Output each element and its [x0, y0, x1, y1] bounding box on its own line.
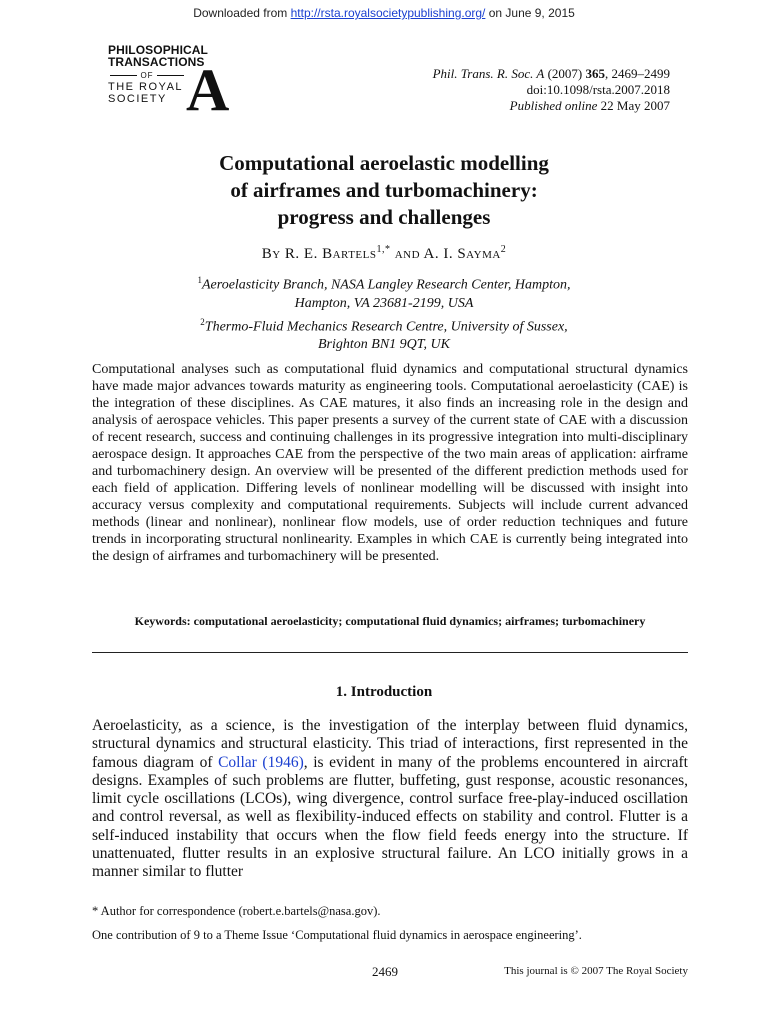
affiliation-2-sup: 2 [200, 316, 205, 327]
affiliations [0, 271, 768, 354]
intro-text-2: , is evident in many of the problems encountered in aircraft designs. Examples of such problems are flutter, buffeting, gust response, acoustic resonances, limit cycle oscillations (LCOs), wing divergence, control surface free-play-induced oscillation and control reversal, as well as flexibility-induced effects on stability and control. Flutter is a self-induced instability that occurs when the flow field feeds energy into the structure. If unattenuated, flutter results in an explosive structural failure. An LCO initially grows in a manner similar to flutter [92, 753, 688, 881]
author-1-sup: 1,* [376, 244, 391, 255]
citation-block [433, 66, 670, 114]
citation-volume: 365 [585, 66, 605, 81]
citation-pages: , 2469–2499 [605, 66, 670, 81]
title-line-3: progress and challenges [277, 205, 491, 229]
affiliation-1-line-2: Hampton, VA 23681-2199, USA [294, 295, 474, 311]
citation-line-1 [433, 66, 670, 82]
copyright-notice: This journal is © 2007 The Royal Society [504, 965, 688, 977]
banner-link[interactable]: http://rsta.royalsocietypublishing.org/ [290, 6, 486, 20]
logo-line-1: PHILOSOPHICAL [108, 43, 208, 57]
affiliation-2-line-1 [0, 313, 768, 337]
affiliation-1-line-1 [0, 271, 768, 295]
logo-line-4: THE ROYAL [108, 81, 184, 93]
download-banner [0, 6, 768, 20]
affiliation-2-line-2: Brighton BN1 9QT, UK [318, 337, 450, 353]
author-2-sup: 2 [500, 244, 507, 255]
author-1: R. E. Bartels [284, 246, 377, 262]
author-line [0, 244, 768, 263]
citation-year: (2007) [547, 66, 583, 81]
affiliation-2-text: Thermo-Fluid Mechanics Research Centre, University of Sussex, [204, 319, 568, 335]
section-heading: 1. Introduction [335, 684, 433, 700]
paper-title [0, 150, 768, 231]
section-divider [92, 652, 688, 653]
keywords-text: computational aeroelasticity; computational fluid dynamics; airframes; turbomachinery [193, 614, 646, 628]
citation-published [433, 98, 670, 114]
keywords [92, 614, 688, 629]
page-number: 2469 [372, 964, 398, 979]
author-2: A. I. Sayma [423, 246, 501, 262]
by-label: By [261, 246, 281, 262]
journal-name: Phil. Trans. R. Soc. A [432, 66, 545, 81]
logo-line-5: SOCIETY [108, 93, 167, 105]
logo-line-2: TRANSACTIONS [108, 55, 205, 69]
title-line-1: Computational aeroelastic modelling [219, 151, 549, 175]
and-label: and [394, 246, 421, 262]
logo-of: OF [140, 71, 154, 80]
abstract: Computational analyses such as computational fluid dynamics and computational structural dynamics have made major advances towards maturity as engineering tools. Computational aeroelasticity (CAE) is the integration of these disciplines. As CAE matures, it also finds an increasing role in the design and analysis of aerospace vehicles. This paper presents a survey of the current state of CAE with a discussion of recent research, success and continuing challenges in its progressive integration into multi-disciplinary aerospace design. It approaches CAE from the perspective of the two main areas of application: airframe and turbomachinery design. An overview will be presented of the different prediction methods used for each field of application. Differing levels of nonlinear modelling will be discussed with insight into accuracy versus complexity and computational requirements. Subjects will include current advanced methods (linear and nonlinear), nonlinear flow models, use of order reduction techniques and future trends in incorporating structural nonlinearity. Examples in which CAE is currently being integrated into the design of airframes and turbomachinery will be presented. [92, 362, 688, 564]
keywords-label: Keywords: [134, 614, 191, 628]
intro-paragraph [92, 717, 688, 882]
banner-suffix: on June 9, 2015 [488, 6, 575, 20]
banner-prefix: Downloaded from [193, 6, 288, 20]
title-line-2: of airframes and turbomachinery: [230, 178, 538, 202]
published-date: 22 May 2007 [600, 98, 670, 113]
correspondence-footnote: * Author for correspondence (robert.e.bartels@nasa.gov). [92, 904, 381, 918]
citation-link[interactable]: Collar (1946) [218, 753, 304, 771]
logo-emblem-a: A [186, 57, 230, 123]
citation-doi: doi:10.1098/rsta.2007.2018 [526, 82, 670, 97]
logo-of-row [110, 71, 184, 80]
affiliation-1-sup: 1 [197, 275, 202, 285]
contribution-footnote: One contribution of 9 to a Theme Issue ‘Computational fluid dynamics in aerospace engineering’. [92, 928, 582, 942]
published-label: Published online [509, 98, 598, 113]
journal-logo [108, 44, 248, 124]
affiliation-1-text: Aeroelasticity Branch, NASA Langley Research Center, Hampton, [202, 277, 571, 293]
intro-text-1: Aeroelasticity, as a science, is the investigation of the interplay between fluid dynamics, structural dynamics and structural elasticity. This triad of interactions, first represented in the famous diagram of [92, 717, 688, 771]
